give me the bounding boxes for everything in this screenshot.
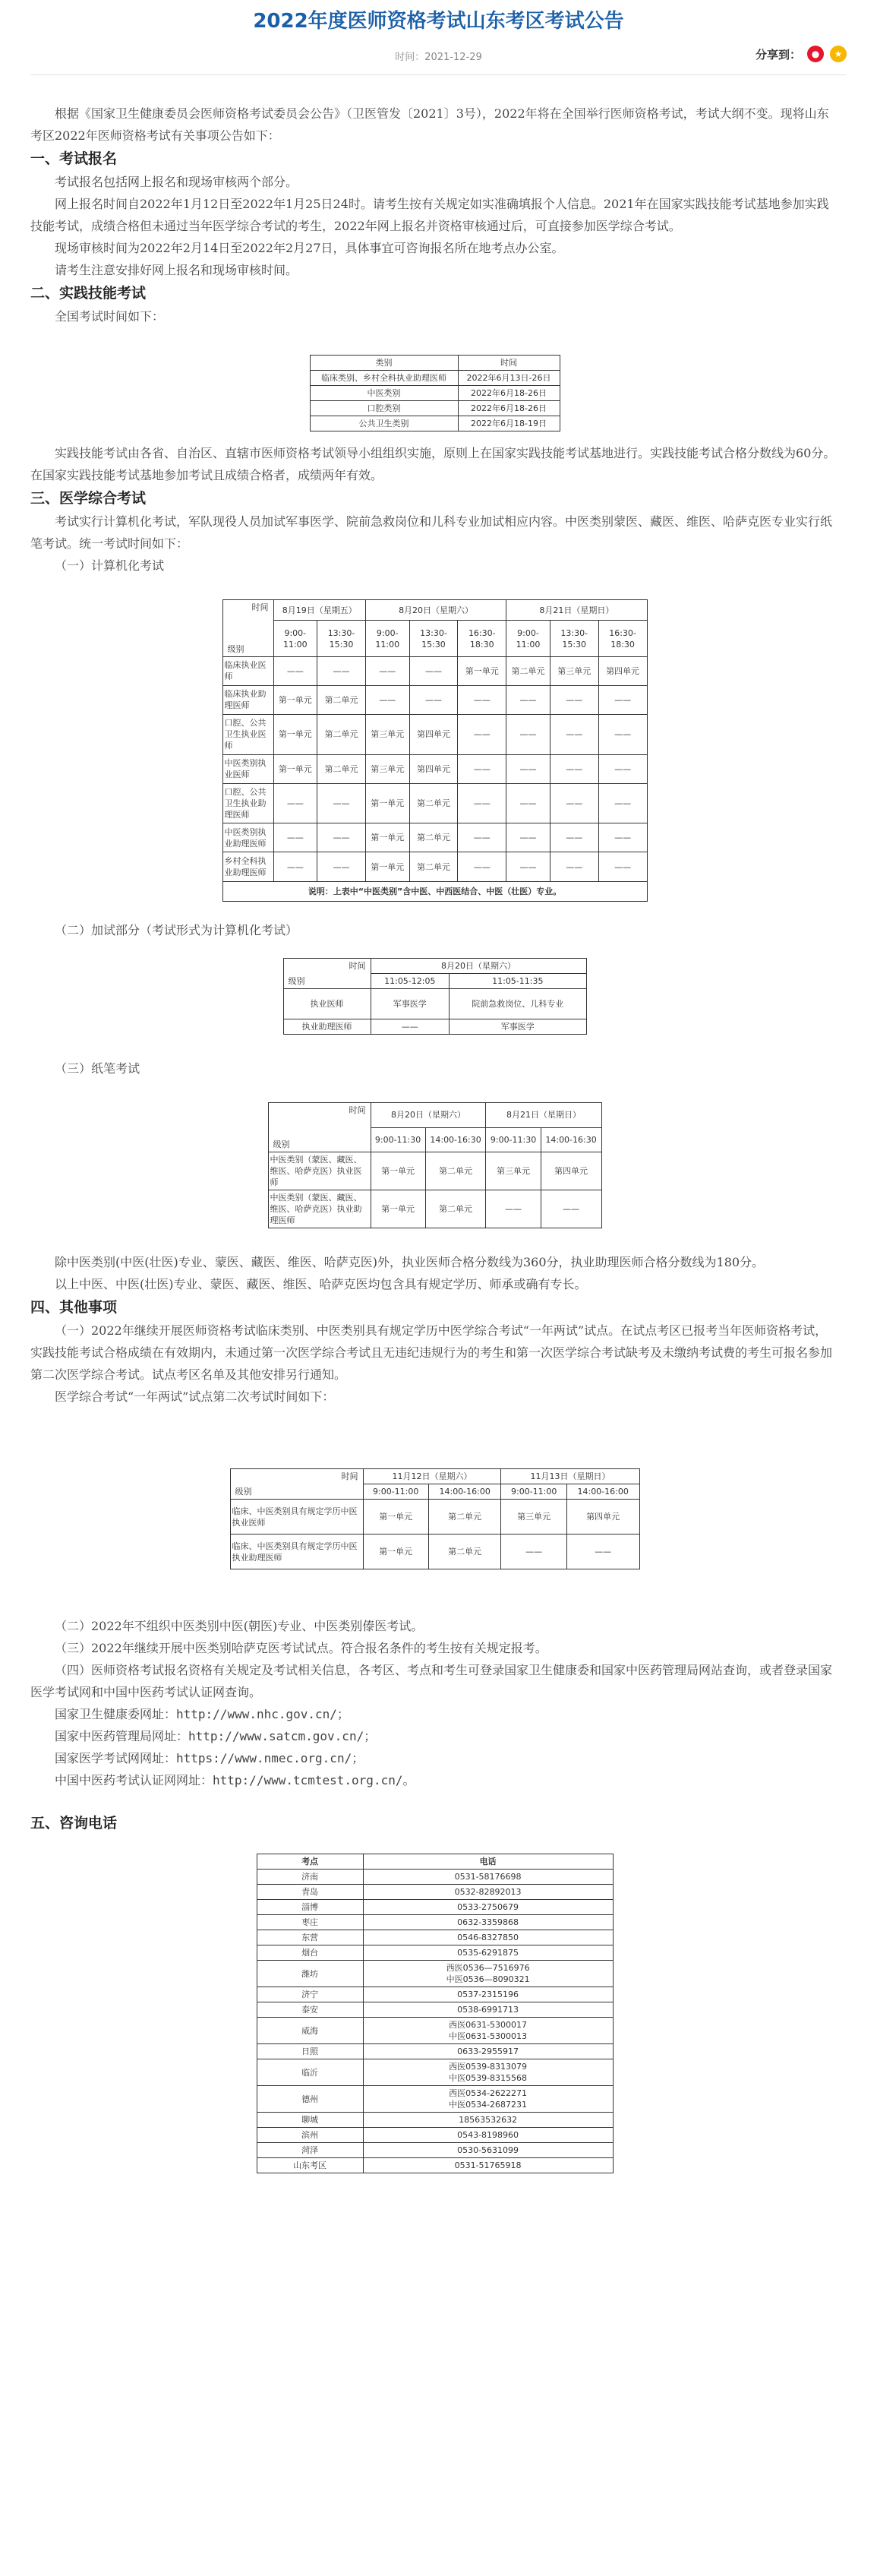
table-cell: 0535-6291875 — [363, 1945, 613, 1961]
table-header: 13:30-15:30 — [317, 621, 366, 657]
table-cell: —— — [566, 1535, 639, 1569]
table-cell: —— — [541, 1190, 601, 1228]
paragraph: 请考生注意安排好网上报名和现场审核时间。 — [55, 263, 298, 277]
table-cell: 第四单元 — [598, 657, 647, 686]
table-cell: 西医0534-2622271 中医0534-2687231 — [363, 2086, 613, 2113]
article-body — [0, 75, 877, 2173]
table-header: 16:30-18:30 — [458, 621, 506, 657]
table-header: 电话 — [363, 1854, 613, 1870]
table-cell: 第三单元 — [486, 1152, 541, 1190]
table-header: 9:00-11:30 — [486, 1127, 541, 1152]
table-cell: —— — [598, 685, 647, 714]
table-cell: 军事医学 — [371, 989, 450, 1019]
table-cell: 执业助理医师 — [283, 1019, 371, 1035]
table-body — [222, 657, 647, 882]
table-header: 14:00-16:00 — [428, 1484, 501, 1500]
table-cell: 第四单元 — [566, 1500, 639, 1535]
table-cell: 日照 — [257, 2044, 363, 2059]
paper-exam-table — [268, 1102, 602, 1228]
table-cell: 第三单元 — [365, 714, 409, 754]
table-cell: 0538-6991713 — [363, 2002, 613, 2018]
table-cell: 0543-8198960 — [363, 2128, 613, 2143]
table-cell: —— — [506, 714, 550, 754]
table-header: 9:00-11:00 — [365, 621, 409, 657]
table-cell: 德州 — [257, 2086, 363, 2113]
table-corner: 时间 级别 — [230, 1469, 363, 1500]
table-cell: 第三单元 — [501, 1500, 566, 1535]
paragraph: 全国考试时间如下： — [55, 309, 165, 324]
extra-exam-table — [283, 958, 587, 1035]
table-cell: —— — [317, 823, 366, 852]
table-row — [257, 2113, 613, 2128]
table-cell: —— — [550, 823, 598, 852]
table-cell: 0632-3359868 — [363, 1915, 613, 1930]
table-cell: —— — [550, 783, 598, 823]
table-row — [257, 2018, 613, 2044]
table-cell: 第二单元 — [428, 1535, 501, 1569]
table-cell: —— — [409, 657, 458, 686]
table-cell: 临床、中医类别具有规定学历中医执业医师 — [230, 1500, 363, 1535]
table-cell: 第三单元 — [365, 754, 409, 783]
table-cell: 军事医学 — [450, 1019, 586, 1035]
table-cell: 第一单元 — [363, 1500, 428, 1535]
table-row — [257, 1961, 613, 1987]
table-header: 9:00-11:00 — [273, 621, 317, 657]
table-cell: 西医0631-5300017 中医0631-5300013 — [363, 2018, 613, 2044]
section-heading: 二、实践技能考试 — [30, 285, 147, 302]
table-header: 11:05-12:05 — [371, 974, 450, 989]
table-header: 13:30-15:30 — [409, 621, 458, 657]
table-row — [257, 2158, 613, 2173]
table-header: 类别 — [310, 356, 458, 371]
table-cell: 2022年6月13日-26日 — [458, 371, 560, 386]
table-cell: —— — [506, 754, 550, 783]
table-cell: 0530-5631099 — [363, 2143, 613, 2158]
share-label: 分享到： — [755, 47, 801, 62]
table-cell: —— — [598, 754, 647, 783]
table-header: 8月20日（星期六） — [371, 959, 586, 974]
publish-time — [30, 49, 847, 63]
table-corner: 时间 级别 — [268, 1103, 371, 1152]
table-cell: 0531-58176698 — [363, 1870, 613, 1885]
table-cell: 0532-82892013 — [363, 1885, 613, 1900]
table-row — [222, 685, 647, 714]
computer-exam-table — [222, 599, 648, 902]
table-cell: 0533-2750679 — [363, 1900, 613, 1915]
table-cell: 第二单元 — [317, 714, 366, 754]
table-cell: 临床、中医类别具有规定学历中医执业助理医师 — [230, 1535, 363, 1569]
table-row — [257, 2086, 613, 2113]
table-cell: —— — [550, 685, 598, 714]
table-cell: 淄博 — [257, 1900, 363, 1915]
paragraph: （四）医师资格考试报名资格有关规定及考试相关信息，各考区、考点和考生可登录国家卫生健康委和国家中医药管理局网站查询，或者登录国家医学考试网和中国中医药考试认证网查询。 — [30, 1663, 833, 1699]
table-cell: 第四单元 — [409, 754, 458, 783]
table-cell: —— — [273, 823, 317, 852]
table-cell: 0537-2315196 — [363, 1987, 613, 2002]
table-cell: —— — [458, 852, 506, 881]
table-cell: 口腔、公共卫生执业助理医师 — [222, 783, 273, 823]
table-cell: 第一单元 — [273, 685, 317, 714]
table-cell: —— — [273, 852, 317, 881]
intro-paragraph: 根据《国家卫生健康委员会医师资格考试委员会公告》（卫医管发〔2021〕3号），2022年将在全国举行医师资格考试，考试大纲不变。现将山东考区2022年医师资格考试有关事项公告如下： — [30, 106, 829, 143]
table-cell: —— — [365, 657, 409, 686]
paragraph: 实践技能考试由各省、自治区、直辖市医师资格考试领导小组组织实施，原则上在国家实践技能考试基地进行。实践技能考试合格分数线为60分。在国家实践技能考试基地参加考试且成绩合格者，成绩两年有效。 — [30, 446, 836, 482]
table-cell: 山东考区 — [257, 2158, 363, 2173]
website-link[interactable]: https://www.nmec.org.cn/ — [176, 1751, 352, 1765]
website-line: 国家医学考试网网址：https://www.nmec.org.cn/； — [55, 1751, 364, 1765]
table-cell: —— — [458, 783, 506, 823]
page-title: 2022年度医师资格考试山东考区考试公告 — [253, 10, 624, 33]
table-cell: 第一单元 — [363, 1535, 428, 1569]
table-cell: 枣庄 — [257, 1915, 363, 1930]
paragraph: 除中医类别(中医(壮医)专业、蒙医、藏医、维医、哈萨克医)外，执业医师合格分数线为360分，执业助理医师合格分数线为180分。 — [55, 1255, 765, 1269]
subsection-heading: （二）加试部分（考试形式为计算机化考试） — [55, 923, 298, 937]
table-cell: —— — [598, 823, 647, 852]
website-line: 国家卫生健康委网址：http://www.nhc.gov.cn/； — [55, 1707, 349, 1721]
table-cell: —— — [317, 657, 366, 686]
table-cell: 第四单元 — [409, 714, 458, 754]
table-cell: 济南 — [257, 1870, 363, 1885]
table-row — [222, 783, 647, 823]
website-link[interactable]: http://www.tcmtest.org.cn/ — [213, 1773, 403, 1787]
table-row — [257, 2128, 613, 2143]
table-cell: 0633-2955917 — [363, 2044, 613, 2059]
table-cell: 18563532632 — [363, 2113, 613, 2128]
table-cell: 第二单元 — [425, 1152, 486, 1190]
table-cell: 2022年6月18-26日 — [458, 386, 560, 401]
table-corner: 时间 级别 — [283, 959, 371, 989]
table-header: 8月19日（星期五） — [273, 600, 365, 621]
table-cell: 中医类别（蒙医、藏医、维医、哈萨克医）执业助理医师 — [268, 1190, 371, 1228]
table-cell: —— — [458, 823, 506, 852]
table-header: 13:30-15:30 — [550, 621, 598, 657]
paragraph: 考试报名包括网上报名和现场审核两个部分。 — [55, 175, 298, 189]
website-link[interactable]: http://www.nhc.gov.cn/ — [176, 1707, 337, 1721]
table-header: 9:00-11:00 — [501, 1484, 566, 1500]
paragraph: （二）2022年不组织中医类别中医(朝医)专业、中医类别傣医考试。 — [55, 1619, 424, 1633]
table-row — [257, 1870, 613, 1885]
table-cell: 西医0539-8313079 中医0539-8315568 — [363, 2059, 613, 2086]
table-cell: 中医类别（蒙医、藏医、维医、哈萨克医）执业医师 — [268, 1152, 371, 1190]
table-cell: 乡村全科执业助理医师 — [222, 852, 273, 881]
table-cell: 第一单元 — [273, 754, 317, 783]
table-cell: 潍坊 — [257, 1961, 363, 1987]
table-header: 9:00-11:30 — [371, 1127, 425, 1152]
table-cell: —— — [598, 852, 647, 881]
table-cell: 第一单元 — [458, 657, 506, 686]
table-cell: 聊城 — [257, 2113, 363, 2128]
section-heading: 三、医学综合考试 — [30, 490, 147, 507]
qzone-share-icon[interactable]: ★ — [830, 46, 847, 62]
table-cell: 执业医师 — [283, 989, 371, 1019]
table-cell: 第二单元 — [506, 657, 550, 686]
table-cell: 第一单元 — [365, 783, 409, 823]
table-header: 11:05-11:35 — [450, 974, 586, 989]
second-exam-table-wrap — [30, 1468, 839, 1569]
table-header: 8月20日（星期六） — [365, 600, 506, 621]
subsection-heading: （三）纸笔考试 — [55, 1061, 140, 1076]
table-header: 11月12日（星期六） — [363, 1469, 501, 1484]
section-heading: 五、咨询电话 — [30, 1815, 118, 1832]
table-cell: 第二单元 — [317, 754, 366, 783]
table-cell: 第二单元 — [428, 1500, 501, 1535]
paragraph: 网上报名时间自2022年1月12日至2022年1月25日24时。请考生按有关规定如实准确填报个人信息。2021年在国家实践技能考试基地参加实践技能考试，成绩合格但未通过当年医学综合考试的考生，2022年网上报名并资格审核通过后，可直接参加医学综合考试。 — [30, 197, 829, 233]
table-cell: —— — [273, 783, 317, 823]
share-bar — [756, 46, 847, 62]
table-cell: —— — [550, 754, 598, 783]
table-header: 14:00-16:30 — [541, 1127, 601, 1152]
table-cell: 第二单元 — [409, 783, 458, 823]
table-cell: —— — [317, 783, 366, 823]
table-row — [257, 2059, 613, 2086]
table-row — [257, 2044, 613, 2059]
table-cell: —— — [506, 823, 550, 852]
table-cell: 第二单元 — [409, 823, 458, 852]
table-cell: —— — [598, 714, 647, 754]
table-cell: 第二单元 — [409, 852, 458, 881]
website-link[interactable]: http://www.satcm.gov.cn/ — [188, 1729, 364, 1743]
website-line: 国家中医药管理局网址：http://www.satcm.gov.cn/； — [55, 1729, 377, 1743]
table-cell: —— — [506, 852, 550, 881]
table-cell: 中医类别 — [310, 386, 458, 401]
table-cell: 青岛 — [257, 1885, 363, 1900]
table-cell: 威海 — [257, 2018, 363, 2044]
computer-exam-table-wrap — [30, 599, 839, 896]
table-row — [257, 2002, 613, 2018]
table-note: 说明：上表中“中医类别”含中医、中西医结合、中医（壮医）专业。 — [222, 881, 647, 901]
table-row — [222, 657, 647, 686]
table-row — [257, 1885, 613, 1900]
table-cell: 西医0536—7516976 中医0536—8090321 — [363, 1961, 613, 1987]
table-cell: 临床执业助理医师 — [222, 685, 273, 714]
time-value: 2021-12-29 — [424, 52, 482, 63]
paragraph: （三）2022年继续开展中医类别哈萨克医考试试点。符合报名条件的考生按有关规定报考。 — [55, 1641, 547, 1655]
table-cell: 0531-51765918 — [363, 2158, 613, 2173]
table-cell: 第四单元 — [541, 1152, 601, 1190]
table-cell: —— — [598, 783, 647, 823]
table-cell: 第一单元 — [365, 823, 409, 852]
table-body — [257, 1870, 613, 2173]
table-header: 9:00-11:00 — [506, 621, 550, 657]
table-cell: 东营 — [257, 1930, 363, 1945]
paragraph: （一）2022年继续开展医师资格考试临床类别、中医类别具有规定学历中医学综合考试“一年两试”试点。在试点考区已报考当年医师资格考试，实践技能考试合格成绩在有效期内，未通过第一次医学综合考试且无违纪违规行为的考生和第一次医学综合考试缺考及未缴纳考试费的考生可报名参加第二次医学综合考试。试点考区名单及其他安排另行通知。 — [30, 1323, 833, 1382]
table-cell: —— — [501, 1535, 566, 1569]
practical-exam-table-wrap — [30, 355, 839, 431]
table-header: 时间 — [458, 356, 560, 371]
table-cell: —— — [371, 1019, 450, 1035]
table-header: 16:30-18:30 — [598, 621, 647, 657]
table-cell: 第二单元 — [425, 1190, 486, 1228]
paragraph: 医学综合考试“一年两试”试点第二次考试时间如下： — [55, 1389, 335, 1404]
paragraph: 以上中医、中医(壮医)专业、蒙医、藏医、维医、哈萨克医均包含具有规定学历、师承或确有专长。 — [55, 1277, 587, 1291]
table-header: 8月20日（星期六） — [371, 1103, 486, 1128]
table-cell: —— — [506, 685, 550, 714]
paper-exam-table-wrap — [30, 1102, 839, 1228]
table-cell: —— — [458, 685, 506, 714]
table-row — [257, 1915, 613, 1930]
section-heading: 四、其他事项 — [30, 1299, 118, 1316]
table-header: 11月13日（星期日） — [501, 1469, 639, 1484]
table-row — [257, 1987, 613, 2002]
table-cell: —— — [458, 754, 506, 783]
table-row — [257, 1930, 613, 1945]
table-header: 考点 — [257, 1854, 363, 1870]
table-corner: 时间 级别 — [222, 600, 273, 657]
table-cell: 临沂 — [257, 2059, 363, 2086]
table-row — [257, 2143, 613, 2158]
table-cell: 2022年6月18-19日 — [458, 416, 560, 431]
table-cell: —— — [365, 685, 409, 714]
subsection-heading: （一）计算机化考试 — [55, 558, 165, 573]
table-cell: 第二单元 — [317, 685, 366, 714]
table-cell: 口腔、公共卫生执业医师 — [222, 714, 273, 754]
second-exam-table — [230, 1468, 640, 1569]
table-cell: 2022年6月18-26日 — [458, 401, 560, 416]
section-heading: 一、考试报名 — [30, 150, 118, 167]
table-cell: —— — [409, 685, 458, 714]
table-cell: 院前急救岗位、儿科专业 — [450, 989, 586, 1019]
table-row — [257, 1945, 613, 1961]
table-header: 14:00-16:30 — [425, 1127, 486, 1152]
table-row — [222, 754, 647, 783]
table-cell: 第一单元 — [371, 1190, 425, 1228]
table-cell: 第一单元 — [371, 1152, 425, 1190]
table-cell: 公共卫生类别 — [310, 416, 458, 431]
table-row — [222, 714, 647, 754]
table-cell: —— — [550, 852, 598, 881]
phone-table-wrap — [30, 1854, 839, 2173]
paragraph: 现场审核时间为2022年2月14日至2022年2月27日，具体事宜可咨询报名所在地考点办公室。 — [55, 241, 564, 255]
table-cell: 第三单元 — [550, 657, 598, 686]
time-label: 时间： — [395, 52, 425, 63]
table-cell: 中医类别执业助理医师 — [222, 823, 273, 852]
extra-exam-table-wrap — [30, 958, 839, 1035]
weibo-share-icon[interactable]: ● — [807, 46, 824, 62]
table-cell: 济宁 — [257, 1987, 363, 2002]
table-cell: 泰安 — [257, 2002, 363, 2018]
table-cell: 滨州 — [257, 2128, 363, 2143]
table-cell: 0546-8327850 — [363, 1930, 613, 1945]
table-header: 14:00-16:00 — [566, 1484, 639, 1500]
table-cell: —— — [506, 783, 550, 823]
table-header: 9:00-11:00 — [363, 1484, 428, 1500]
article-meta-bar — [30, 35, 847, 75]
table-cell: —— — [273, 657, 317, 686]
table-cell: —— — [486, 1190, 541, 1228]
table-cell: 第一单元 — [365, 852, 409, 881]
article-page — [0, 8, 877, 2173]
table-row — [222, 852, 647, 881]
table-row — [222, 823, 647, 852]
table-cell: —— — [550, 714, 598, 754]
table-row — [257, 1900, 613, 1915]
table-cell: —— — [317, 852, 366, 881]
table-cell: 中医类别执业医师 — [222, 754, 273, 783]
website-line: 中国中医药考试认证网网址：http://www.tcmtest.org.cn/。 — [55, 1773, 415, 1787]
table-cell: 临床执业医师 — [222, 657, 273, 686]
table-cell: 菏泽 — [257, 2143, 363, 2158]
phone-table — [257, 1854, 614, 2173]
table-header: 8月21日（星期日） — [486, 1103, 601, 1128]
table-cell: 第一单元 — [273, 714, 317, 754]
table-header: 8月21日（星期日） — [506, 600, 647, 621]
table-cell: —— — [458, 714, 506, 754]
table-cell: 烟台 — [257, 1945, 363, 1961]
table-cell: 临床类别、乡村全科执业助理医师 — [310, 371, 458, 386]
table-cell: 口腔类别 — [310, 401, 458, 416]
practical-exam-table — [310, 355, 560, 431]
paragraph: 考试实行计算机化考试，军队现役人员加试军事医学、院前急救岗位和儿科专业加试相应内容。中医类别蒙医、藏医、维医、哈萨克医专业实行纸笔考试。统一考试时间如下： — [30, 514, 833, 551]
